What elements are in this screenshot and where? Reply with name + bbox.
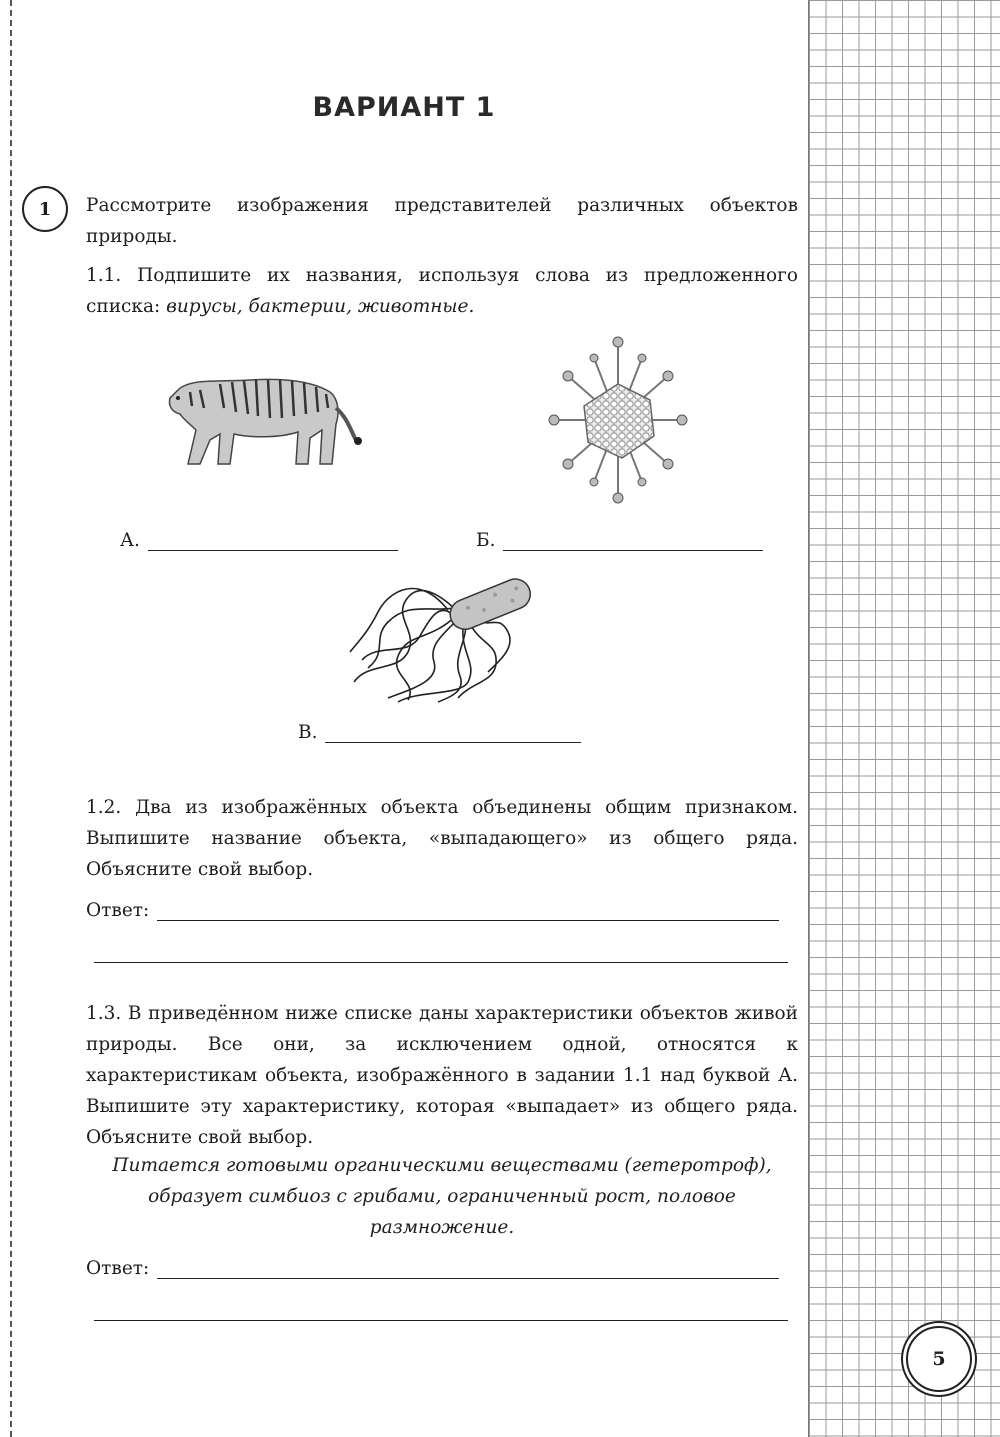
label-a bbox=[120, 530, 398, 551]
answer-1-2 bbox=[86, 900, 779, 921]
task-intro: Рассмотрите изображения представителей различных объектов природы. bbox=[86, 195, 798, 247]
label-b-letter: Б. bbox=[476, 530, 496, 551]
answer-line-v[interactable] bbox=[325, 724, 581, 743]
answer-1-2-label: Ответ: bbox=[86, 900, 150, 921]
virus-image bbox=[546, 336, 690, 504]
grid-margin bbox=[808, 0, 1000, 1437]
task-number: 1 bbox=[22, 186, 68, 232]
tiger-image bbox=[160, 368, 370, 473]
answer-line-b[interactable] bbox=[503, 532, 763, 551]
question-1-3-list: Питается готовыми органическими веществами (гетеротроф), образует симбиоз с грибами, ограниченный рост, половое размножение. bbox=[112, 1155, 772, 1238]
label-v bbox=[298, 722, 581, 743]
label-a-letter: А. bbox=[120, 530, 140, 551]
answer-1-3-line-1[interactable] bbox=[157, 1260, 779, 1279]
answer-line-a[interactable] bbox=[148, 532, 398, 551]
answer-1-2-line-2[interactable] bbox=[94, 962, 788, 963]
answer-1-2-line-1[interactable] bbox=[157, 902, 779, 921]
page-number: 5 bbox=[906, 1326, 972, 1392]
question-1-3: 1.3. В приведённом ниже списке даны характеристики объектов живой природы. Все они, за исключением одной, относятся к характеристикам объекта, изображённого в задании 1.1 над буквой А. Выпишите эту характеристику, которая «выпадает» из общего ряда. Объясните свой выбор. bbox=[86, 1003, 798, 1148]
question-1-2: 1.2. Два из изображённых объекта объединены общим признаком. Выпишите название объекта, «выпадающего» из общего ряда. Объясните свой выбор. bbox=[86, 797, 798, 880]
label-v-letter: В. bbox=[298, 722, 318, 743]
question-1-1 bbox=[86, 260, 798, 322]
answer-1-3 bbox=[86, 1258, 779, 1279]
question-1-1-words: вирусы, бактерии, животные. bbox=[166, 296, 475, 317]
answer-1-3-label: Ответ: bbox=[86, 1258, 150, 1279]
label-b bbox=[476, 530, 763, 551]
bacterium-image bbox=[348, 572, 538, 704]
answer-1-3-line-2[interactable] bbox=[94, 1320, 788, 1321]
question-1-1-text: 1.1. Подпишите их названия, используя слова из предложенного списка: bbox=[86, 265, 798, 317]
page-title: ВАРИАНТ 1 bbox=[312, 92, 496, 123]
cut-line bbox=[10, 0, 12, 1437]
